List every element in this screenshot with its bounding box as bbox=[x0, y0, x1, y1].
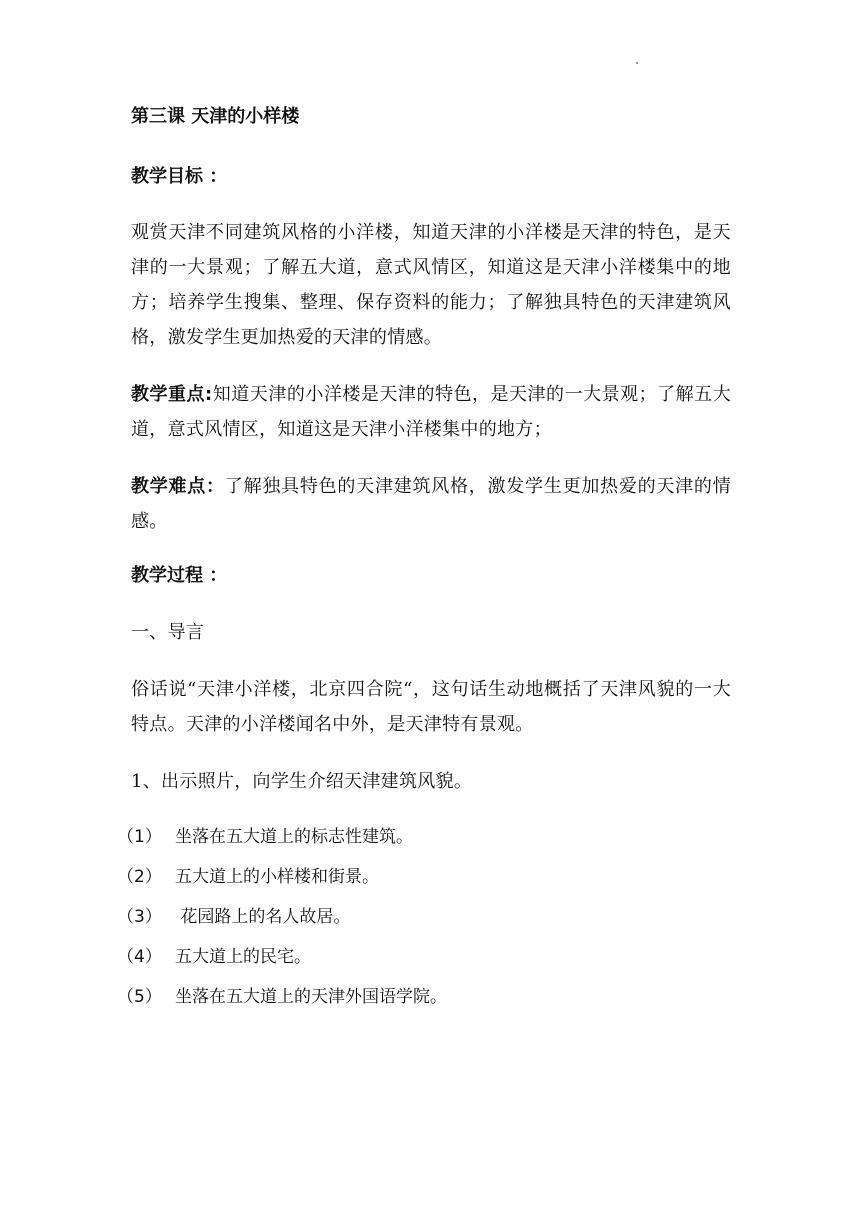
document-content bbox=[117, 102, 731, 1017]
key-points-paragraph bbox=[131, 377, 731, 447]
list-item bbox=[117, 977, 731, 1017]
list-item-number: （4） bbox=[117, 947, 162, 967]
list-item-text: 坐落在五大道上的天津外国语学院。 bbox=[175, 987, 447, 1007]
process-heading: 教学过程 ： bbox=[131, 565, 228, 586]
list-item bbox=[117, 897, 731, 937]
list-item-text: 五大道上的民宅。 bbox=[175, 947, 311, 967]
list-item-number: （3） bbox=[117, 907, 162, 927]
difficulty-paragraph bbox=[131, 469, 731, 539]
difficulty-label: 教学难点： bbox=[131, 476, 225, 497]
list-item-text: 花园路上的名人故居。 bbox=[175, 907, 351, 927]
list-item bbox=[117, 817, 731, 857]
goal-paragraph: 观赏天津不同建筑风格的小洋楼，知道天津的小洋楼是天津的特色，是天津的一大景观；了解五大道，意式风情区，知道这是天津小洋楼集中的地方；培养学生搜集、整理、保存资料的能力；了解独具特色的天津建筑风格，激发学生更加热爱的天津的情感。 bbox=[131, 222, 731, 348]
key-points-text: 知道天津的小洋楼是天津的特色，是天津的一大景观；了解五大道，意式风情区，知道这是天津小洋楼集中的地方； bbox=[131, 384, 731, 440]
intro-paragraph: 俗话说“天津小洋楼，北京四合院“，这句话生动地概括了天津风貌的一大特点。天津的小洋楼闻名中外，是天津特有景观。 bbox=[131, 679, 731, 735]
list-item-number: （5） bbox=[117, 987, 162, 1007]
photo-list bbox=[117, 817, 731, 1017]
page-mark bbox=[636, 62, 638, 64]
list-item-text: 五大道上的小样楼和街景。 bbox=[175, 867, 379, 887]
intro-heading: 一、导言 bbox=[131, 622, 205, 643]
list-item-number: （1） bbox=[117, 827, 162, 847]
list-item-number: （2） bbox=[117, 867, 162, 887]
step-1: 1、出示照片，向学生介绍天津建筑风貌。 bbox=[131, 771, 473, 792]
list-item bbox=[117, 857, 731, 897]
lesson-title: 第三课 天津的小样楼 bbox=[131, 106, 300, 127]
difficulty-text: 了解独具特色的天津建筑风格，激发学生更加热爱的天津的情感。 bbox=[131, 476, 731, 532]
list-item bbox=[117, 937, 731, 977]
goal-heading: 教学目标 ： bbox=[131, 166, 228, 187]
key-points-label: 教学重点: bbox=[131, 384, 213, 405]
list-item-text: 坐落在五大道上的标志性建筑。 bbox=[175, 827, 413, 847]
